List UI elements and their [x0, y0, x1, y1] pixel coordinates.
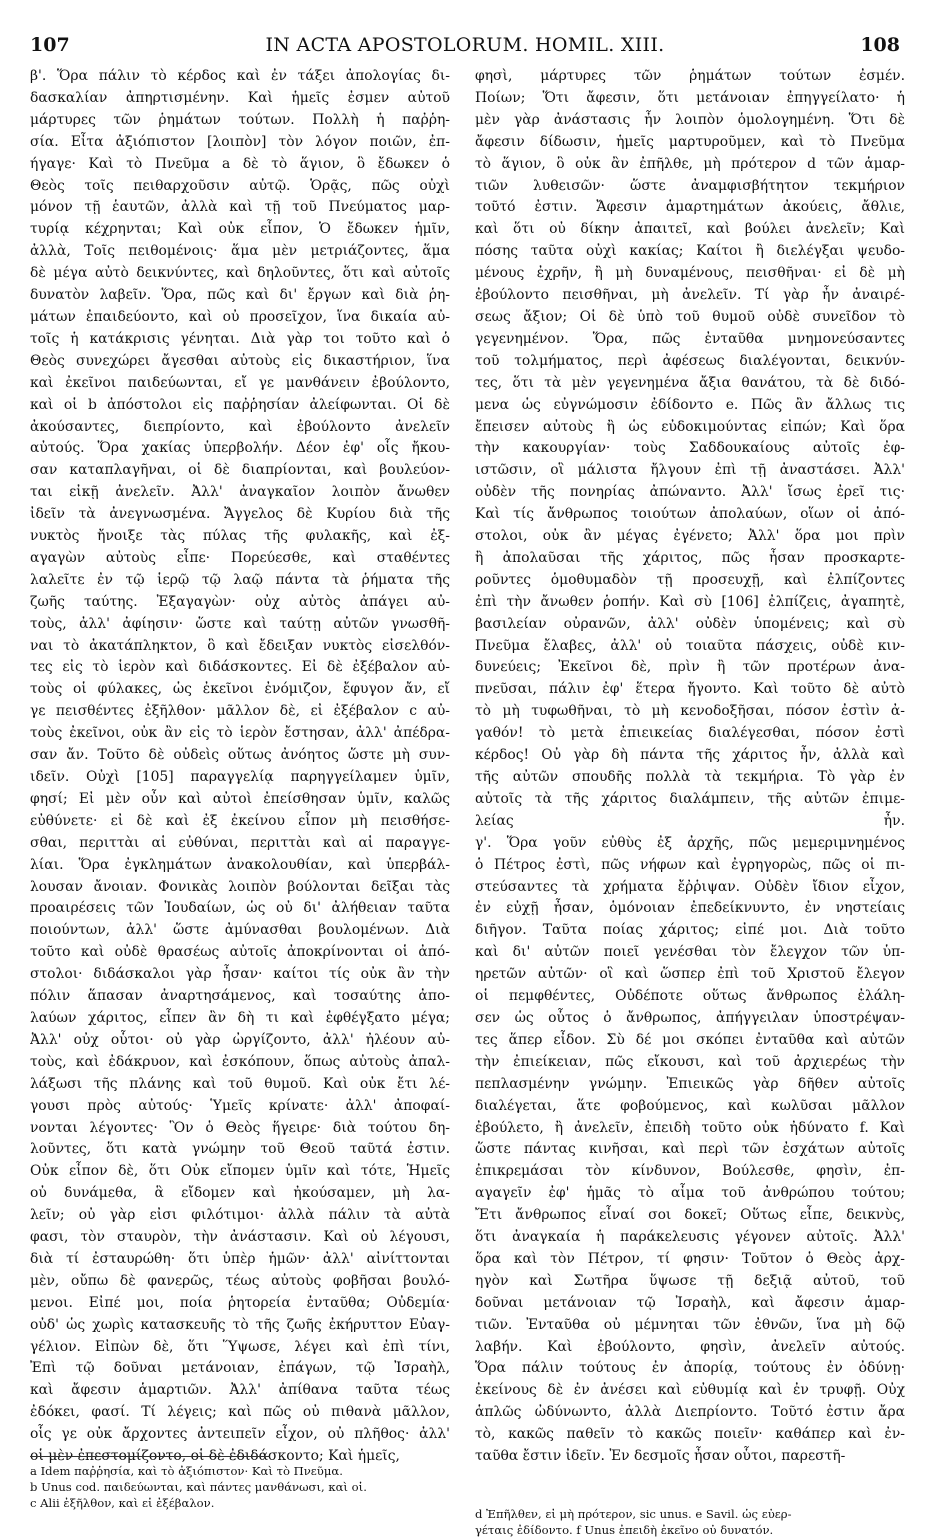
text-line: τυρίᾳ κέχρηνται; Καὶ οὐκ εἶπον, Ὁ ἔδωκεν ἡμῖν, — [30, 221, 450, 238]
text-line: ται εἰκῇ ἀνελεῖν. Ἀλλ' ἀναγκαῖον λοιπὸν ἄνωθεν — [30, 484, 450, 501]
text-line: βασιλείαν οὐρανῶν, ἀλλ' οὐδὲν ὑπομένεις; καὶ σὺ — [475, 615, 905, 632]
text-line: δὲ μέγα αὐτὸ δεικνύντες, καὶ δηλοῦντες, ὅτι καὶ αὐτοῖς — [30, 265, 450, 282]
text-line: ηρετῶν αὐτῶν· οἳ καὶ ὥσπερ ἐπὶ τοῦ Χριστοῦ ἔλεγον — [475, 966, 905, 983]
text-line: μενα ὡς εὐγνώμοσιν ἐδίδοντο e. Πῶς ἂν ἄλλως τις — [475, 396, 905, 413]
text-line: ηγὸν καὶ Σωτῆρα ὕψωσε τῇ δεξιᾷ αὐτοῦ, τοῦ — [475, 1272, 905, 1289]
text-line: ναι τὸ ἀκατάπληκτον, ὃ καὶ ἔδειξαν νυκτὸς εἰσελθόν- — [30, 637, 450, 654]
text-line: τὴν ἐπιείκειαν, πῶς εἴκουσι, καὶ τοῦ ἀρχιερέως τὴν — [475, 1053, 905, 1070]
text-line: πόλιν ἅπασαν ἀναρτησάμενος, καὶ τοσαύτης ἀπο- — [30, 988, 450, 1005]
running-title: IN ACTA APOSTOLORUM. HOMIL. XIII. — [265, 34, 665, 56]
text-line: αὐτούς. Ὅρα χακίας ὑπερβολήν. Δέον ἐφ' οἷς ἤκου- — [30, 440, 450, 457]
text-line: ἐβούλετο, ἢ ἀνελεῖν, ἐπειδὴ τοῦτο οὐκ ἠδύνατο f. Καὶ — [475, 1119, 905, 1136]
text-line: σθαι, περιττὰι αἱ εὐθύναι, περιττὰι καὶ αἱ παραγγε- — [30, 834, 450, 851]
text-line: λαβήν. Καὶ ἐβούλοντο, φησὶν, ἀνελεῖν αὐτούς. — [475, 1338, 905, 1355]
text-line: σαν ἄν. Τοῦτο δὲ οὐδεὶς οὕτως ἀνόητος ὥστε μὴ συν- — [30, 747, 450, 764]
text-line: ροῦντες ὁμοθυμαδὸν τῇ προσευχῇ, καὶ ἐλπίζοντες — [475, 571, 905, 588]
text-line: τὸ μὴ τυφωθῆναι, τὸ μὴ κενοδοξῆσαι, πόσον ἐστὶν ἀ- — [475, 703, 905, 720]
text-line: σαν καταπλαγῆναι, οἱ δὲ διαπρίονται, καὶ βουλεύον- — [30, 462, 450, 479]
text-line: ταῦθα ἔστιν ἰδεῖν. Ἐν δεσμοῖς ἦσαν οὗτοι, παρεστῆ- — [475, 1448, 846, 1465]
text-line: δυνεύεις; Ἐκεῖνοι δὲ, πρὶν ἢ τῶν προτέρων ἀνα- — [475, 659, 905, 676]
text-line: καὶ οἱ b ἀπόστολοι εἰς παῤῥησίαν ἀλείφωνται. Οἱ δὲ — [30, 396, 450, 413]
text-line: τὸ, κακῶς παθεῖν τὸ κακῶς ποιεῖν· καθάπερ καὶ ἐν- — [475, 1426, 905, 1443]
text-line: λείας ἦν. — [475, 812, 905, 829]
text-line: ιδεῖν. Οὐχὶ [105] παραγγελίᾳ παρηγγείλαμεν ὑμῖν, — [30, 769, 450, 785]
text-line: αγαγὼν αὐτοὺς εἶπε· Πορεύεσθε, καὶ σταθέντες — [30, 549, 450, 566]
text-line: ὁ Πέτρος ἐστὶ, πῶς νήφων καὶ ἐγρηγορὼς, πῶς οἱ πι- — [475, 856, 905, 873]
text-line: λεῖν; οὐ γὰρ εἰσι φιλότιμοι· ἀλλὰ πάλιν τὰ αὐτὰ — [30, 1207, 450, 1224]
footnote-line: d Ἐπῆλθεν, εἰ μὴ πρότερον, sic unus. e Savil. ὡς εὐερ- — [475, 1507, 792, 1521]
text-line: Θεὸς τοῖς πειθαρχοῦσιν αὐτῷ. Ὁρᾷς, πῶς οὐχὶ — [30, 177, 450, 194]
text-line: πόσης ταῦτα οὐχὶ κακίας; Καίτοι ἢ διελέγξαι ψευδο- — [475, 243, 905, 260]
footnote-line: γέταις ἐδίδοντο. f Unus ἐπειδὴ ἐκεῖνο οὐ δυνατόν. — [475, 1523, 774, 1537]
text-line: φασι, τὸν σταυρὸν, τὴν ἀνάστασιν. Καὶ οὐ λέγουσι, — [30, 1229, 450, 1246]
text-line: καὶ ἄφεσιν ἁμαρτιῶν. Ἀλλ' ἀπίθανα ταῦτα τέως — [30, 1382, 450, 1399]
text-line: ἐπικρεμάσαι τὸν κίνδυνον, Βούλεσθε, φησὶν, ἐπ- — [475, 1163, 905, 1180]
text-line: γαθόν! τὸ μετὰ ἐπιεικείας διαλέγεσθαι, πόσον ἐστὶ — [475, 725, 905, 742]
text-line: β'. Ὅρα πάλιν τὸ κέρδος καὶ ἐν τάξει ἀπολογίας δι- — [30, 68, 450, 84]
text-line: τοῦ τολμήματος, περὶ ἀφέσεως διαλέγονται, δεικνύν- — [475, 352, 905, 369]
text-line: οὐ δυνάμεθα, ἃ εἴδομεν καὶ ἠκούσαμεν, μὴ λα- — [30, 1185, 450, 1202]
text-line: ὅρα καὶ τὸν Πέτρον, τί φησιν· Τοῦτον ὁ Θεὸς ἀρχ- — [475, 1250, 905, 1267]
text-line: νονται λέγοντες· Ὃν ὁ Θεὸς ἥγειρε· διὰ τούτου δη- — [30, 1119, 450, 1136]
text-line: σεν ὡς οὗτος ὁ ἄνθρωπος, ἀπήγγειλαν ὑποστρέψαν- — [475, 1009, 905, 1026]
text-line: γουσι πρὸς αὐτούς· Ὑμεῖς κρίνατε· ἀλλ' ἀποφαί- — [30, 1097, 450, 1114]
footnote-line: c Alii ἐξῆλθον, καὶ εἰ ἐξέβαλον. — [30, 1496, 215, 1510]
text-line: καὶ ἐκεῖνοι παιδεύωνται, εἴ γε μανθάνειν ἐβούλοντο, — [30, 374, 450, 391]
text-line: τῆς αὐτῶν σπουδῆς πολλὰ τὰ τεκμήρια. Τὸ γὰρ ἐν — [475, 769, 905, 785]
page-number-right: 108 — [860, 34, 900, 56]
text-line: στολοι, οὐκ ἂν μέγας ἐγένετο; Ἀλλ' ὅρα μοι πρὶν — [475, 528, 905, 545]
footnote-line: a Idem παῤῥησία, καὶ τὸ ἀξιόπιστον· Καὶ τὸ Πνεῦμα. — [30, 1464, 343, 1478]
text-line: σεως ἄξιον; Οἱ δὲ ὑπὸ τοῦ θυμοῦ οὐδὲ συνεῖδον τὸ — [475, 308, 905, 325]
text-line: ὅτι ἀναγκαία ἡ παράκελευσις γέγονεν αὐτοῖς. Ἀλλ' — [475, 1229, 905, 1246]
text-line: οἱ μὲν ἐπεστομίζοντο, οἱ δὲ ἐδιδάσκοντο; Καὶ ἡμεῖς, — [30, 1448, 400, 1465]
text-line: λαλεῖτε ἐν τῷ ἱερῷ τῷ λαῷ πάντα τὰ ῥήματα τῆς — [30, 571, 450, 588]
text-line: γ'. Ὅρα γοῦν εὐθὺς ἐξ ἀρχῆς, πῶς μεμεριμνημένος — [475, 834, 905, 851]
footnote-divider — [30, 1456, 270, 1457]
text-line: λοῦντες, ὅτι κατὰ γνώμην τοῦ Θεοῦ ταῦτά ἐστιν. — [30, 1141, 450, 1158]
text-line: λαύων χάριτος, εἶπεν ἂν δὴ τι καὶ ἐφθέγξατο μέγα; — [30, 1009, 450, 1026]
text-line: ἄφεσιν δίδωσιν, ἡμεῖς μαρτυροῦμεν, καὶ τὸ Πνεῦμα — [475, 133, 905, 150]
text-line: Ποίων; Ὅτι ἄφεσιν, ὅτι μετάνοιαν ἐπηγγείλατο· ἡ — [475, 89, 905, 106]
text-line: κέρδος! Οὐ γὰρ δὴ πάντα τῆς χάριτος ἦν, ἀλλὰ καὶ — [475, 747, 905, 764]
footnotes-right — [475, 1506, 905, 1538]
text-line: οὐδὲν τῆς πονηρίας ἀπώναντο. Ἀλλ' ἴσως ἐρεῖ τις· — [475, 484, 905, 501]
text-line: ποιούντων, ἀλλ' ὥστε ἀμύνασθαι βουλομένων. Διὰ — [30, 922, 450, 939]
text-line: ἀκούσαντες, διεπρίοντο, καὶ ἐβούλοντο ἀνελεῖν — [30, 418, 450, 435]
text-line: τοὺς, ἀλλ' ἀφίησιν· ὥστε καὶ ταύτῃ αὐτῶν γνωσθῆ- — [30, 615, 450, 632]
text-line: καὶ δι' αὐτῶν ποιεῖ γενέσθαι τὸν ἔλεγχον τῶν ὑπ- — [475, 944, 905, 961]
text-line: ἐβούλοντο πεισθῆναι, μὴ ἀνελεῖν. Τί γὰρ ἦν ἀναιρέ- — [475, 287, 905, 304]
text-line: Οὐκ εἶπον δὲ, ὅτι Οὐκ εἴπομεν ὑμῖν καὶ τότε, Ἡμεῖς — [30, 1163, 450, 1180]
text-line: λίαι. Ὅρα ἐγκλημάτων ἀνακολουθίαν, καὶ ὑπερβάλ- — [30, 856, 450, 873]
text-line: τοῖς ἡ κατάκρισις γένηται. Διὰ γὰρ τοι τοῦτο καὶ ὁ — [30, 330, 450, 347]
text-line: Ὅρα πάλιν τούτους ἐν ἀπορίᾳ, τούτους ἐν ὀδύνῃ· — [475, 1360, 905, 1377]
text-line: τοὺς, καὶ ἐδάκρυον, καὶ ἐσκόπουν, ὅπως αὐτοὺς ἀπαλ- — [30, 1053, 450, 1070]
footnote-line: b Unus cod. παιδεύωνται, καὶ πάντες μανθάνωσι, καὶ οἱ. — [30, 1480, 367, 1494]
text-line: αὐτοῖς τὰ τῆς χάριτος διαλάμπειν, τῆς αὐτῶν ἐπιμε- — [475, 790, 905, 807]
text-line: ἢ ἀπολαῦσαι τῆς χάριτος, πῶς ἦσαν προσκαρτε- — [475, 549, 905, 566]
text-line: ὥστε πάντας κινῆσαι, καὶ περὶ τῶν ἐσχάτων αὐτοῖς — [475, 1141, 905, 1158]
text-line: ἐπὶ τὴν ἄνωθεν ῥοπήν. Καὶ σὺ [106] ἐλπίζεις, ἀγαπητὲ, — [475, 593, 905, 610]
text-line: μενοι. Εἰπέ μοι, ποία ῥητορεία ἐνταῦθα; Οὐδεμία· — [30, 1294, 450, 1311]
text-line: Ἀλλ' οὐχ οὗτοι· οὐ γὰρ ὠργίζοντο, ἀλλ' ἠλέουν αὐ- — [30, 1031, 450, 1048]
text-line: γεγενημένον. Ὅρα, πῶς ἐνταῦθα μνημονεύσαντες — [475, 330, 905, 347]
text-line: Πνεῦμα ἔλαβες, ἀλλ' οὐ τοιαῦτα πάσχεις, οὐδὲ κιν- — [475, 637, 905, 654]
text-line: ήγαγε· Καὶ τὸ Πνεῦμα a δὲ τὸ ἅγιον, ὃ ἔδωκεν ὁ — [30, 155, 450, 172]
text-line: γέλιον. Εἰπὼν δὲ, ὅτι Ὕψωσε, λέγει καὶ ἐπὶ τίνι, — [30, 1338, 450, 1355]
right-text-column — [475, 66, 905, 1468]
text-line: τοῦτό ἐστιν. Ἄφεσιν ἁμαρτημάτων ἀκούεις, ἄθλιε, — [475, 199, 905, 216]
text-line: οὐδ' ὡς χωρὶς κατασκευῆς τὸ τῆς ζωῆς ἐκήρυττον Εὐαγ- — [30, 1316, 450, 1333]
text-line: ἐκείνους δὲ ἐν ἀνέσει καὶ εὐθυμίᾳ καὶ ἐν τρυφῇ. Οὐχ — [475, 1382, 905, 1399]
text-line: διὰ τί ἐσταυρώθη· ὅτι ὑπὲρ ἡμῶν· ἀλλ' αἰνίττονται — [30, 1250, 450, 1267]
text-line: φησί; Εἰ μὲν οὖν καὶ αὐτοὶ ἐπείσθησαν ὑμῖν, καλῶς — [30, 790, 450, 807]
text-line: πεπλασμένην γνώμην. Ἐπιεικῶς γὰρ δῆθεν αὐτοῖς — [475, 1075, 905, 1092]
page-header — [30, 34, 900, 58]
text-line: καὶ ὅτι οὐ δίκην ἀπαιτεῖ, καὶ βούλει ἀνελεῖν; Καὶ — [475, 221, 905, 238]
text-line: διῆγον. Ταῦτα ποίας χάριτος; εἰπέ μοι. Διὰ τοῦτο — [475, 922, 905, 939]
text-line: δυνατὸν λαβεῖν. Ὅρα, πῶς καὶ δι' ἔργων καὶ διὰ ῥη- — [30, 287, 450, 304]
text-line: ζωῆς ταύτης. Ἐξαγαγὼν· οὐχ αὐτὸς ἀπάγει αὐ- — [30, 593, 450, 610]
text-line: προαιρέσεις τῶν Ἰουδαίων, ὡς οὐ δι' ἀλήθειαν ταῦτα — [30, 900, 450, 917]
text-line: ἁπλῶς ὠδύνωντο, ἀλλὰ Διεπρίοντο. Τοῦτό ἐστιν ἄρα — [475, 1404, 905, 1421]
text-line: οἷς γε οὐκ ἄρχοντες ἀντειπεῖν εἶχον, οὐ πλῆθος· ἀλλ' — [30, 1426, 450, 1443]
text-line: τες ἅπερ εἶδον. Σὺ δέ μοι σκόπει ἐνταῦθα καὶ αὐτῶν — [475, 1031, 905, 1048]
text-line: διαλέγεται, ἅτε φοβούμενος, καὶ κωλῦσαι μᾶλλον — [475, 1097, 905, 1114]
text-line: μένους ἐχρῆν, ἢ μὴ δυναμένους, πεισθῆναι· εἰ δὲ μὴ — [475, 265, 905, 282]
left-text-column — [30, 66, 450, 1468]
footnotes-left — [30, 1463, 450, 1511]
text-line: τοὺς ἐκεῖνοι, οὐκ ἂν εἰς τὸ ἱερὸν ἔστησαν, ἀλλ' ἀπέδρα- — [30, 725, 450, 742]
text-line: στεύσαντες τὰ χρήματα ἔῤῥιψαν. Οὐδὲν ἴδιον εἶχον, — [475, 878, 905, 895]
text-line: αγαγεῖν ἐφ' ἡμᾶς τὸ αἷμα τοῦ ἀνθρώπου τούτου; — [475, 1185, 905, 1202]
text-line: ἔπεισεν αὐτοὺς ἢ ὡς εὐδοκιμούντας εἰπών; Καὶ ὅρα — [475, 418, 905, 435]
text-line: μάρτυρες τῶν ῥημάτων τούτων. Πολλὴ ἡ παῤῥη- — [30, 111, 450, 128]
text-line: νυκτὸς ἤνοιξε τὰς πύλας τῆς φυλακῆς, καὶ ἐξ- — [30, 528, 450, 545]
text-line: οἱ πεμφθέντες, Οὐδέποτε οὕτως ἄνθρωπος ἐλάλη- — [475, 988, 905, 1005]
text-line: μάτων ἐπαιδεύοντο, καὶ οὐ προσεῖχον, ἵνα δικαία αὐ- — [30, 308, 450, 325]
text-line: γε πεισθέντες ἐξῆλθον· μᾶλλον δὲ, εἰ ἐξέβαλον c αὐ- — [30, 703, 450, 720]
text-line: τες, ὅτι τὰ μὲν γεγενημένα ἄξια θανάτου, τὰ δὲ διδό- — [475, 374, 905, 391]
text-line: τοῦτο καὶ οὐδὲ θρασέως αὐτοῖς ἀποκρίνονται οἱ ἀπό- — [30, 944, 450, 961]
text-line: σία. Εἶτα ἀξιόπιστον [λοιπὸν] τὸν λόγον ποιῶν, ἐπ- — [30, 133, 450, 150]
text-line: Ἔτι ἄνθρωπος εἶναί σοι δοκεῖ; Οὕτως εἶπε, δεικνὺς, — [475, 1207, 905, 1224]
text-line: τιῶν. Ἐνταῦθα οὐ μέμνηται τῶν ἐθνῶν, ἵνα μὴ δῷ — [475, 1316, 905, 1333]
text-line: δοῦναι μετάνοιαν τῷ Ἰσραὴλ, καὶ ἄφεσιν ἁμαρ- — [475, 1294, 905, 1311]
text-line: εὐθύνετε· εἰ δὲ καὶ ἐξ ἐκείνου εἶπον μὴ πεισθήσε- — [30, 812, 450, 829]
page-number-left: 107 — [30, 34, 70, 56]
text-line: Καὶ τίς ἄνθρωπος τοιούτων ἀπολαύων, οἵων οἱ ἀπό- — [475, 506, 905, 523]
text-line: ιστῶσιν, οἳ μάλιστα ἤλγουν ἐπὶ τῇ ἀναστάσει. Ἀλλ' — [475, 462, 905, 479]
text-line: πνεῦσαι, πάλιν ἐφ' ἕτερα ἤγοντο. Καὶ τοῦτο δὲ αὐτὸ — [475, 681, 905, 698]
text-line: ἰδεῖν τὰ ἀνεγνωσμένα. Ἄγγελος δὲ Κυρίου διὰ τῆς — [30, 506, 450, 523]
text-line: ἐδόκει, φασί. Τί λέγεις; καὶ πῶς οὐ πιθανὰ μᾶλλον, — [30, 1404, 450, 1421]
text-line: τὸ ἅγιον, ὃ οὐκ ἂν ἐπῆλθε, μὴ πρότερον d τῶν ἁμαρ- — [475, 155, 905, 172]
text-line: φησὶ, μάρτυρες τῶν ῥημάτων τούτων ἐσμέν. — [475, 68, 905, 84]
text-line: ἐν εὐχῇ ἦσαν, ὁμόνοιαν ἐπεδείκνυντο, ἐν νηστείαις — [475, 900, 905, 917]
text-line: στολοι· διδάσκαλοι γὰρ ἦσαν· καίτοι τίς οὐκ ἂν τὴν — [30, 966, 450, 983]
text-line: τες εἰς τὸ ἱερὸν καὶ διδάσκοντες. Εἰ δὲ ἐξέβαλον αὐ- — [30, 659, 450, 676]
text-line: Θεὸς συνεχώρει ἄγεσθαι αὐτοὺς εἰς δικαστήριον, ἵνα — [30, 352, 450, 369]
text-line: ἀλλὰ, Τοῖς πειθομένοις· ἅμα μὲν μετριάζοντες, ἅμα — [30, 243, 450, 260]
text-line: μόνον τῇ ἑαυτῶν, ἀλλὰ καὶ τῇ τοῦ Πνεύματος μαρ- — [30, 199, 450, 216]
text-line: τὴν κακουργίαν· τοὺς Σαδδουκαίους αὐτοῖς ἐφ- — [475, 440, 905, 457]
text-line: τοὺς οἱ φύλακες, ὡς ἐκεῖνοι ἐνόμιζον, ἔφυγον ἄν, εἴ — [30, 681, 450, 698]
text-line: λάξωσι τῆς πλάνης καὶ τοῦ θυμοῦ. Καὶ οὐκ ἔτι λέ- — [30, 1075, 450, 1092]
text-line: δασκαλίαν ἀπηρτισμένην. Καὶ ἡμεῖς ἐσμεν αὐτοῦ — [30, 89, 450, 106]
text-line: τιῶν λυθεισῶν· ὥστε ἀναμφισβήτητον τεκμήριον — [475, 177, 905, 194]
text-line: Ἐπὶ τῷ δοῦναι μετάνοιαν, ἐπάγων, τῷ Ἰσραὴλ, — [30, 1360, 450, 1377]
text-line: μὲν γὰρ ἀνάστασις ἦν λοιπὸν ὁμολογημένη. Ὅτι δὲ — [475, 111, 905, 128]
text-line: μὲν, οὔπω δὲ φανερῶς, τέως αὐτοὺς φοβῆσαι βουλό- — [30, 1272, 450, 1289]
text-line: λουσαν ἄνοιαν. Φονικὰς λοιπὸν βούλονται δεῖξαι τὰς — [30, 878, 450, 895]
